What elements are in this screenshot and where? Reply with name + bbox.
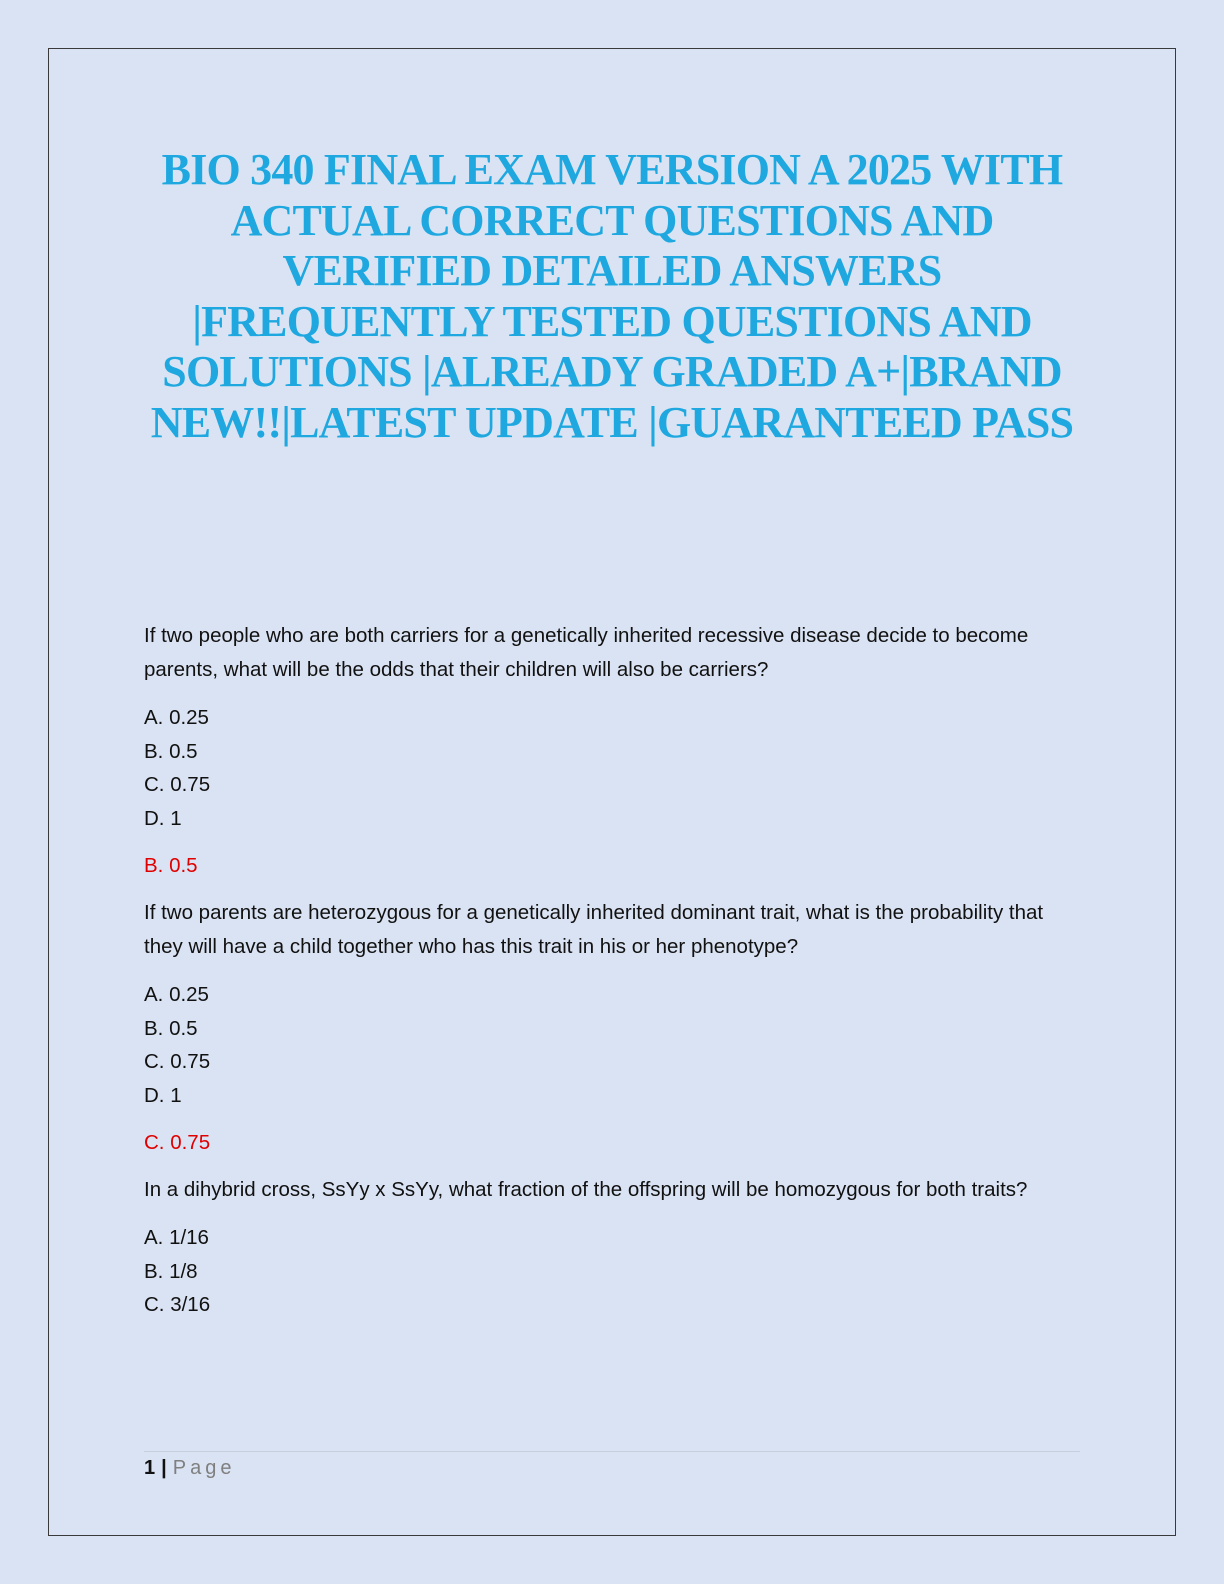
- option-d: D. 1: [144, 1083, 182, 1107]
- option-b: B. 0.5: [144, 739, 198, 763]
- option-b: B. 1/8: [144, 1259, 198, 1283]
- option-c: C. 3/16: [144, 1293, 211, 1316]
- question-text: If two people who are both carriers for a genetically inherited recessive disease decide to become parents, what will be the odds that their children will also be carriers?: [144, 624, 1029, 681]
- option-c: C. 0.75: [144, 1050, 211, 1073]
- option-a: A. 1/16: [144, 1226, 209, 1249]
- question-list: [144, 619, 1044, 1322]
- correct-answer: B. 0.5: [144, 854, 198, 877]
- question-text: In a dihybrid cross, SsYy x SsYy, what fraction of the offspring will be homozygous for both traits?: [144, 1178, 1028, 1201]
- option-c: C. 0.75: [144, 773, 211, 796]
- option-a: A. 0.25: [144, 706, 209, 729]
- footer-separator: |: [161, 1457, 167, 1479]
- page-label: Page: [172, 1457, 236, 1479]
- option-list: [144, 1221, 1044, 1322]
- question-text: If two parents are heterozygous for a genetically inherited dominant trait, what is the probability that they will have a child together who has this trait in his or her phenotype?: [144, 901, 1044, 958]
- page-footer: [144, 1454, 235, 1482]
- option-list: [144, 978, 1044, 1112]
- option-b: B. 0.5: [144, 1016, 198, 1040]
- page-number: 1: [144, 1457, 156, 1479]
- question-block: [144, 1173, 1044, 1322]
- option-d: D. 1: [144, 806, 182, 830]
- question-block: [144, 619, 1044, 882]
- question-block: [144, 896, 1044, 1159]
- footer-divider: [144, 1451, 1080, 1452]
- correct-answer: C. 0.75: [144, 1131, 211, 1154]
- option-list: [144, 701, 1044, 835]
- document-title: BIO 340 FINAL EXAM VERSION A 2025 WITH ACTUAL CORRECT QUESTIONS AND VERIFIED DETAILED ANSWERS |FREQUENTLY TESTED QUESTIONS AND SOLUTIONS |ALREADY GRADED A+|BRAND NEW!!|LATEST UPDATE |GUARANTEED PASS: [150, 145, 1074, 447]
- option-a: A. 0.25: [144, 983, 209, 1006]
